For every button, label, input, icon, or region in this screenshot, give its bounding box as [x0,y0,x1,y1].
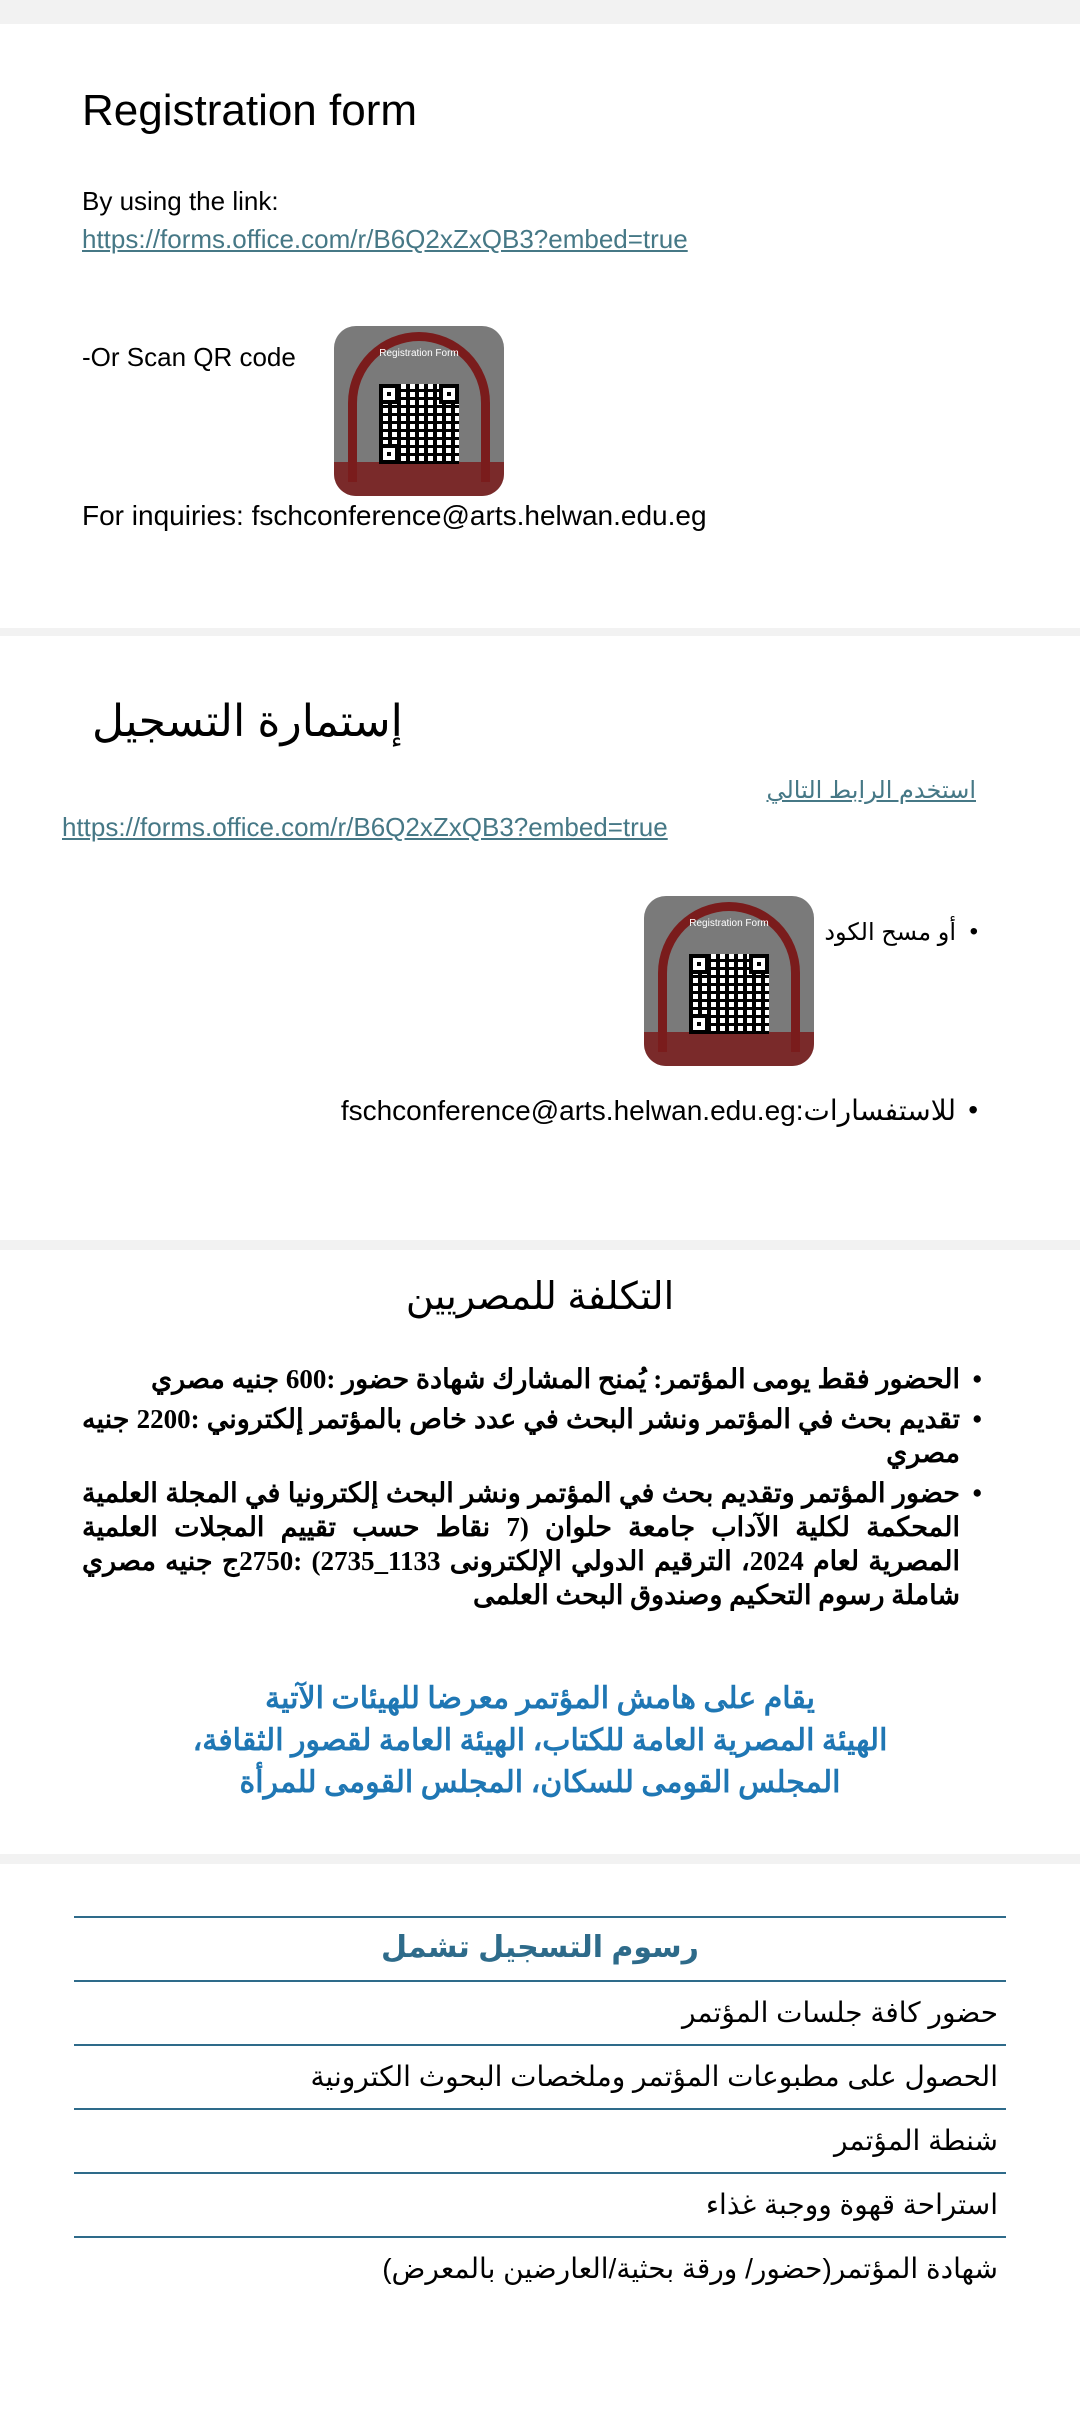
exhibit-note [0,1678,1080,1804]
slide1-inquiries: For inquiries: fschconference@arts.helwan.edu.eg [82,500,707,531]
qr-caption: Registration Form [379,348,459,359]
slide3-title: التكلفة للمصريين [405,1276,675,1318]
slide2-registration-link[interactable]: https://forms.office.com/r/B6Q2xZxQB3?embed=true [62,812,668,842]
logo-footer-icon [644,1032,814,1066]
qr-caption: Registration Form [689,918,769,929]
slide2-inquiries-bullet [341,1094,978,1127]
slide1-link-intro: By using the link: [82,186,279,216]
slide-fees-include [0,1864,1080,2412]
slide2-inquiries: • fschconference@arts.helwan.edu.eg:للاستفسارات [341,1094,978,1127]
fees-table-top-rule [74,1916,1006,1918]
slide2-qr-bullet [824,918,978,947]
cost-item-paper: • تقديم بحث في المؤتمر ونشر البحث في عدد خاص بالمؤتمر إلكتروني :2200 جنيه مصري [82,1402,982,1470]
exhibit-line-2: الهيئة المصرية العامة للكتاب، الهيئة العامة لقصور الثقافة، [192,1724,888,1757]
qr-code-icon [689,954,769,1034]
slide2-qr-text: • أو مسح الكود [824,918,978,947]
table-row: استراحة قهوة ووجبة غذاء [74,2172,1006,2236]
table-row: شهادة المؤتمر(حضور/ ورقة بحثية/العارضين بالمعرض) [74,2236,1006,2300]
cost-item-full: • حضور المؤتمر وتقديم بحث في المؤتمر ونشر البحث إلكترونيا في المجلة العلمية المحكمة لكلية الآداب جامعة حلوان (7 نقاط حسب تقييم المجلات العلمية المصرية لعام 2024، الترقيم الدولي الإلكترونى 1133_2735) :2750ج جنيه مصري شاملة رسوم التحكيم وصندوق البحث العلمى [82,1476,982,1612]
cost-item-attendance: • الحضور فقط يومى المؤتمر: يُمنح المشارك شهادة حضور :600 جنيه مصري [82,1362,982,1396]
qr-code-image[interactable] [334,326,504,496]
slide1-title: Registration form [82,86,418,135]
slide-registration-ar [0,636,1080,1240]
qr-code-image-ar[interactable] [644,896,814,1066]
slide2-link-intro[interactable]: استخدم الرابط التالي [766,777,976,804]
slide-costs [0,1250,1080,1854]
table-row: حضور كافة جلسات المؤتمر [74,1980,1006,2044]
fees-table-header: رسوم التسجيل تشمل [381,1931,699,1964]
table-row: الحصول على مطبوعات المؤتمر وملخصات البحوث الكترونية [74,2044,1006,2108]
slide1-qr-text: -Or Scan QR code [82,342,296,372]
logo-footer-icon [334,462,504,496]
table-row: شنطة المؤتمر [74,2108,1006,2172]
exhibit-line-3: المجلس القومى للسكان، المجلس القومى للمرأة [239,1766,841,1799]
slide2-title: إستمارة التسجيل [92,697,403,746]
qr-code-icon [379,384,459,464]
exhibit-line-1: يقام على هامش المؤتمر معرضا للهيئات الآتية [265,1682,815,1715]
slide-registration-en [0,24,1080,628]
cost-list [82,1362,982,1612]
slide1-registration-link[interactable]: https://forms.office.com/r/B6Q2xZxQB3?embed=true [82,224,688,254]
